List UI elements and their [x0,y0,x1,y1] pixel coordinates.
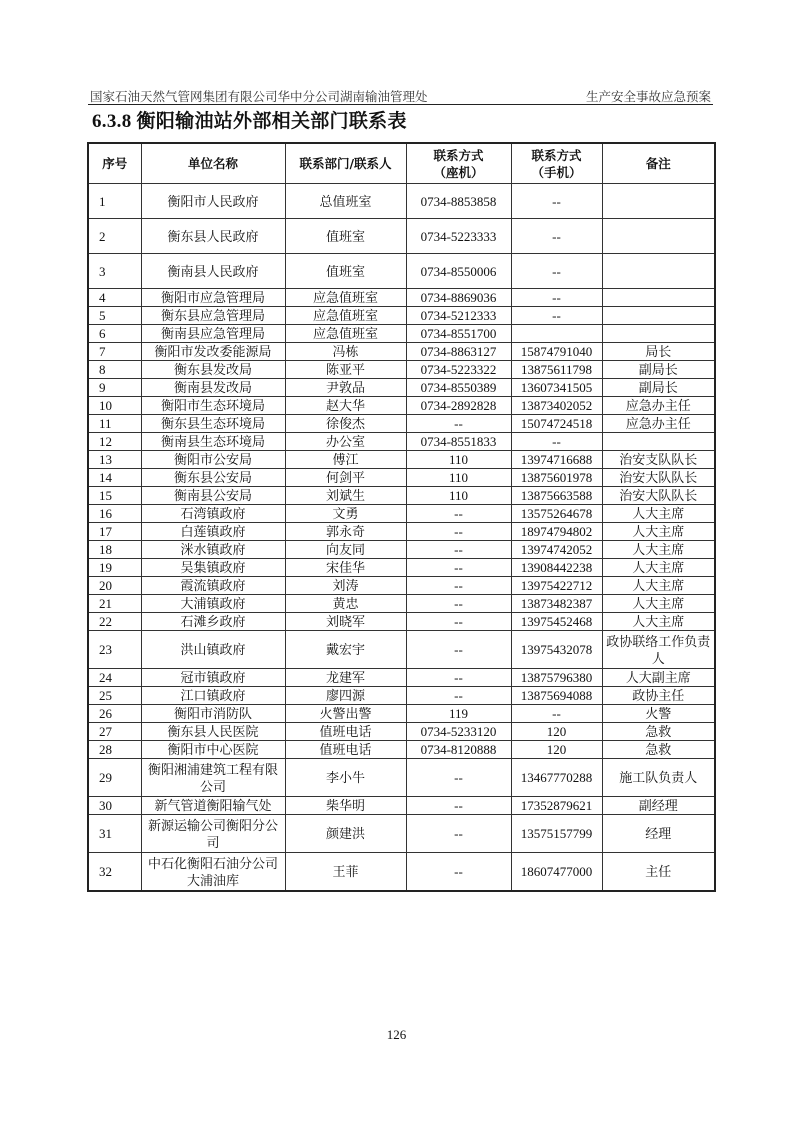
cell-contact: 尹敦品 [285,379,406,397]
cell-mobile: 13875611798 [511,361,602,379]
cell-landline: 0734-8120888 [406,741,511,759]
table-header-row [88,143,715,184]
col-header-mobile [511,143,602,184]
cell-unit: 中石化衡阳石油分公司大浦油库 [141,853,285,892]
cell-note: 人大主席 [602,523,715,541]
cell-note [602,325,715,343]
table-row [88,631,715,669]
cell-landline: 0734-8551833 [406,433,511,451]
cell-note: 急救 [602,741,715,759]
cell-landline: 0734-5223333 [406,219,511,254]
cell-landline: 0734-8869036 [406,289,511,307]
cell-contact: 冯栋 [285,343,406,361]
cell-unit: 衡阳市发改委能源局 [141,343,285,361]
cell-mobile: 120 [511,741,602,759]
cell-landline: -- [406,505,511,523]
cell-no: 22 [88,613,141,631]
cell-landline: -- [406,687,511,705]
col-header-landline [406,143,511,184]
cell-contact: 陈亚平 [285,361,406,379]
cell-contact: 应急值班室 [285,289,406,307]
table-row [88,759,715,797]
cell-unit: 衡阳湘浦建筑工程有限公司 [141,759,285,797]
cell-note: 应急办主任 [602,415,715,433]
cell-note [602,219,715,254]
table-row [88,254,715,289]
cell-mobile: 13974716688 [511,451,602,469]
table-row [88,705,715,723]
cell-landline: 0734-8550389 [406,379,511,397]
col-header-no: 序号 [88,143,141,184]
cell-mobile: -- [511,705,602,723]
cell-mobile: 15074724518 [511,415,602,433]
cell-unit: 衡南县公安局 [141,487,285,505]
cell-note: 应急办主任 [602,397,715,415]
cell-contact: 应急值班室 [285,325,406,343]
table-row [88,853,715,892]
table-row [88,815,715,853]
cell-contact: 向友同 [285,541,406,559]
cell-unit: 洪山镇政府 [141,631,285,669]
cell-unit: 衡阳市生态环境局 [141,397,285,415]
cell-contact: 郭永奇 [285,523,406,541]
cell-no: 30 [88,797,141,815]
table-row [88,361,715,379]
cell-contact: 黄忠 [285,595,406,613]
cell-mobile: 13875694088 [511,687,602,705]
cell-no: 29 [88,759,141,797]
cell-contact: 柴华明 [285,797,406,815]
cell-no: 25 [88,687,141,705]
cell-landline: -- [406,415,511,433]
cell-mobile: -- [511,184,602,219]
cell-mobile: 13875663588 [511,487,602,505]
cell-no: 16 [88,505,141,523]
cell-contact: 宋佳华 [285,559,406,577]
cell-mobile: -- [511,254,602,289]
col-header-note: 备注 [602,143,715,184]
cell-contact: 何剑平 [285,469,406,487]
table-row [88,595,715,613]
cell-contact: 刘晓军 [285,613,406,631]
cell-note [602,254,715,289]
cell-note: 人大主席 [602,541,715,559]
cell-mobile: -- [511,307,602,325]
cell-unit: 衡阳市人民政府 [141,184,285,219]
cell-contact: 办公室 [285,433,406,451]
cell-landline: -- [406,815,511,853]
cell-mobile: 13974742052 [511,541,602,559]
cell-contact: 廖四源 [285,687,406,705]
cell-unit: 大浦镇政府 [141,595,285,613]
cell-unit: 吴集镇政府 [141,559,285,577]
table-row [88,613,715,631]
cell-no: 10 [88,397,141,415]
col-header-contact: 联系部门/联系人 [285,143,406,184]
cell-contact: 值班室 [285,254,406,289]
cell-unit: 衡阳市应急管理局 [141,289,285,307]
cell-unit: 衡阳市消防队 [141,705,285,723]
cell-no: 12 [88,433,141,451]
cell-note: 治安大队队长 [602,487,715,505]
cell-landline: 0734-8853858 [406,184,511,219]
cell-no: 17 [88,523,141,541]
cell-note: 副局长 [602,379,715,397]
cell-contact: 值班电话 [285,741,406,759]
cell-no: 31 [88,815,141,853]
cell-landline: 0734-5223322 [406,361,511,379]
cell-landline: -- [406,613,511,631]
cell-note: 人大主席 [602,577,715,595]
section-title: 6.3.8 衡阳输油站外部相关部门联系表 [92,111,407,132]
cell-contact: 颜建洪 [285,815,406,853]
cell-contact: 王菲 [285,853,406,892]
col-header-mobile-l2: （手机） [531,164,582,180]
cell-mobile: 120 [511,723,602,741]
cell-mobile: 13873402052 [511,397,602,415]
cell-no: 15 [88,487,141,505]
cell-landline: -- [406,559,511,577]
cell-no: 28 [88,741,141,759]
cell-landline: -- [406,797,511,815]
cell-contact: 戴宏宇 [285,631,406,669]
table-row [88,577,715,595]
table-row [88,307,715,325]
cell-landline: -- [406,523,511,541]
table-row [88,723,715,741]
cell-note: 人大主席 [602,613,715,631]
cell-no: 9 [88,379,141,397]
table-row [88,523,715,541]
cell-landline: 0734-5212333 [406,307,511,325]
cell-note: 人大副主席 [602,669,715,687]
cell-contact: 值班电话 [285,723,406,741]
cell-landline: 0734-8550006 [406,254,511,289]
cell-unit: 白莲镇政府 [141,523,285,541]
running-header-org: 国家石油天然气管网集团有限公司华中分公司湖南输油管理处 [90,90,428,104]
cell-mobile: 13875601978 [511,469,602,487]
cell-landline: 0734-2892828 [406,397,511,415]
cell-no: 23 [88,631,141,669]
cell-landline: 0734-8863127 [406,343,511,361]
cell-mobile: 13607341505 [511,379,602,397]
col-header-unit: 单位名称 [141,143,285,184]
cell-landline: -- [406,853,511,892]
cell-mobile: 13575264678 [511,505,602,523]
cell-landline: 0734-8551700 [406,325,511,343]
cell-unit: 江口镇政府 [141,687,285,705]
table-row [88,541,715,559]
cell-mobile: -- [511,433,602,451]
cell-note: 政协联络工作负责人 [602,631,715,669]
cell-no: 2 [88,219,141,254]
cell-contact: 赵大华 [285,397,406,415]
cell-no: 27 [88,723,141,741]
cell-landline: -- [406,577,511,595]
table-row [88,289,715,307]
col-header-mobile-l1: 联系方式 [531,147,582,163]
cell-mobile [511,325,602,343]
cell-no: 7 [88,343,141,361]
cell-mobile: 13975432078 [511,631,602,669]
cell-no: 21 [88,595,141,613]
cell-no: 32 [88,853,141,892]
cell-landline: -- [406,631,511,669]
cell-contact: 值班室 [285,219,406,254]
table-row [88,415,715,433]
cell-unit: 新气管道衡阳输气处 [141,797,285,815]
table-row [88,433,715,451]
cell-landline: -- [406,669,511,687]
cell-landline: 119 [406,705,511,723]
cell-unit: 衡东县发改局 [141,361,285,379]
cell-landline: -- [406,759,511,797]
cell-no: 13 [88,451,141,469]
table-row [88,325,715,343]
cell-no: 3 [88,254,141,289]
cell-mobile: 13575157799 [511,815,602,853]
cell-note: 治安大队队长 [602,469,715,487]
cell-note: 人大主席 [602,559,715,577]
cell-mobile: 13975452468 [511,613,602,631]
cell-unit: 衡东县人民医院 [141,723,285,741]
cell-mobile: 13908442238 [511,559,602,577]
cell-unit: 衡南县发改局 [141,379,285,397]
cell-note: 人大主席 [602,595,715,613]
cell-note [602,184,715,219]
col-header-landline-l2: （座机） [433,164,484,180]
cell-no: 19 [88,559,141,577]
cell-mobile: 18974794802 [511,523,602,541]
cell-contact: 刘涛 [285,577,406,595]
cell-unit: 衡东县公安局 [141,469,285,487]
cell-mobile: 13873482387 [511,595,602,613]
cell-note: 副经理 [602,797,715,815]
cell-mobile: 13467770288 [511,759,602,797]
table-row [88,184,715,219]
table-row [88,669,715,687]
table-row [88,219,715,254]
cell-note [602,289,715,307]
cell-unit: 衡南县生态环境局 [141,433,285,451]
cell-unit: 洣水镇政府 [141,541,285,559]
cell-unit: 衡东县人民政府 [141,219,285,254]
cell-landline: 110 [406,451,511,469]
cell-unit: 衡东县生态环境局 [141,415,285,433]
cell-note: 治安支队队长 [602,451,715,469]
cell-no: 24 [88,669,141,687]
cell-no: 5 [88,307,141,325]
cell-unit: 衡阳市中心医院 [141,741,285,759]
cell-unit: 冠市镇政府 [141,669,285,687]
cell-note: 经理 [602,815,715,853]
cell-note: 施工队负责人 [602,759,715,797]
cell-note [602,433,715,451]
cell-note: 局长 [602,343,715,361]
cell-mobile: 13975422712 [511,577,602,595]
table-row [88,487,715,505]
cell-landline: -- [406,541,511,559]
cell-no: 14 [88,469,141,487]
cell-no: 8 [88,361,141,379]
cell-note: 主任 [602,853,715,892]
cell-note: 急救 [602,723,715,741]
cell-note: 火警 [602,705,715,723]
cell-contact: 应急值班室 [285,307,406,325]
cell-landline: -- [406,595,511,613]
cell-mobile: 15874791040 [511,343,602,361]
header-rule [88,104,713,105]
cell-no: 4 [88,289,141,307]
table-row [88,451,715,469]
cell-note: 人大主席 [602,505,715,523]
contact-table [87,142,716,892]
cell-unit: 衡南县应急管理局 [141,325,285,343]
cell-unit: 衡阳市公安局 [141,451,285,469]
col-header-landline-l1: 联系方式 [433,147,484,163]
cell-no: 20 [88,577,141,595]
cell-contact: 徐俊杰 [285,415,406,433]
table-body [88,184,715,892]
cell-landline: 0734-5233120 [406,723,511,741]
cell-no: 18 [88,541,141,559]
cell-mobile: -- [511,289,602,307]
table-row [88,741,715,759]
cell-contact: 文勇 [285,505,406,523]
cell-no: 11 [88,415,141,433]
table-row [88,797,715,815]
cell-landline: 110 [406,469,511,487]
table-row [88,397,715,415]
cell-unit: 新源运输公司衡阳分公司 [141,815,285,853]
cell-contact: 李小牛 [285,759,406,797]
cell-unit: 霞流镇政府 [141,577,285,595]
table-row [88,379,715,397]
cell-no: 26 [88,705,141,723]
cell-mobile: 18607477000 [511,853,602,892]
cell-no: 1 [88,184,141,219]
cell-contact: 傅江 [285,451,406,469]
table-row [88,469,715,487]
cell-contact: 火警出警 [285,705,406,723]
cell-note [602,307,715,325]
table-row [88,343,715,361]
cell-contact: 总值班室 [285,184,406,219]
page-number: 126 [386,1027,407,1042]
cell-note: 副局长 [602,361,715,379]
table-row [88,687,715,705]
cell-landline: 110 [406,487,511,505]
cell-unit: 石湾镇政府 [141,505,285,523]
running-header-doc: 生产安全事故应急预案 [585,90,711,104]
table-row [88,559,715,577]
table-row [88,505,715,523]
cell-unit: 衡南县人民政府 [141,254,285,289]
cell-contact: 刘斌生 [285,487,406,505]
cell-mobile: 13875796380 [511,669,602,687]
cell-note: 政协主任 [602,687,715,705]
cell-no: 6 [88,325,141,343]
cell-unit: 衡东县应急管理局 [141,307,285,325]
cell-contact: 龙建军 [285,669,406,687]
cell-unit: 石滩乡政府 [141,613,285,631]
cell-mobile: -- [511,219,602,254]
cell-mobile: 17352879621 [511,797,602,815]
